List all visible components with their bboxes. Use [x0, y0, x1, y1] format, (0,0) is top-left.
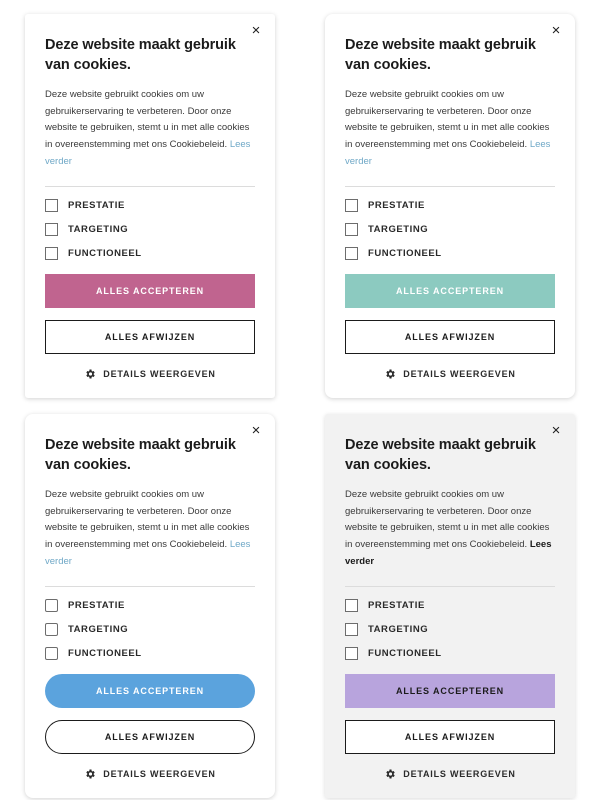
show-details-button[interactable]: [345, 368, 555, 380]
cookie-banner-teal: [325, 14, 575, 398]
variant-cell-1: [0, 0, 300, 400]
close-icon[interactable]: ×: [547, 22, 565, 40]
reject-all-button[interactable]: ALLES AFWIJZEN: [45, 320, 255, 354]
reject-all-button[interactable]: ALLES AFWIJZEN: [345, 720, 555, 754]
read-more-link[interactable]: Lees verder: [45, 539, 251, 567]
read-more-link[interactable]: Lees verder: [45, 139, 251, 167]
checkbox-prestatie[interactable]: [45, 599, 58, 612]
option-label-prestatie: PRESTATIE: [368, 200, 425, 212]
option-prestatie[interactable]: [45, 599, 255, 612]
checkbox-targeting[interactable]: [45, 623, 58, 636]
reject-all-button[interactable]: ALLES AFWIJZEN: [345, 320, 555, 354]
option-label-functioneel: FUNCTIONEEL: [368, 648, 442, 660]
accept-all-button[interactable]: ALLES ACCEPTEREN: [45, 274, 255, 308]
show-details-label: DETAILS WEERGEVEN: [103, 769, 216, 780]
banner-body-text: Deze website gebruikt cookies om uw gebruikerservaring te verbeteren. Door onze website te gebruiken, stemt u in met alle cookies in overeenstemming met ons Cookiebeleid.: [45, 89, 250, 150]
checkbox-prestatie[interactable]: [45, 199, 58, 212]
show-details-button[interactable]: [45, 768, 255, 780]
checkbox-functioneel[interactable]: [345, 247, 358, 260]
gear-icon: [84, 768, 96, 780]
option-label-targeting: TARGETING: [368, 224, 429, 236]
option-targeting[interactable]: [345, 623, 555, 636]
divider: [345, 186, 555, 187]
banner-title: Deze website maakt gebruik van cookies.: [345, 37, 536, 73]
option-label-functioneel: FUNCTIONEEL: [68, 648, 142, 660]
divider: [45, 586, 255, 587]
banner-title: Deze website maakt gebruik van cookies.: [345, 437, 536, 473]
accept-all-button[interactable]: ALLES ACCEPTEREN: [45, 674, 255, 708]
cookie-banner-purple: [325, 414, 575, 798]
banner-body-text: Deze website gebruikt cookies om uw gebruikerservaring te verbeteren. Door onze website te gebruiken, stemt u in met alle cookies in overeenstemming met ons Cookiebeleid.: [345, 89, 550, 150]
option-targeting[interactable]: [345, 223, 555, 236]
banner-body: [45, 487, 255, 570]
option-label-prestatie: PRESTATIE: [68, 200, 125, 212]
show-details-button[interactable]: [345, 768, 555, 780]
option-prestatie[interactable]: [345, 199, 555, 212]
banner-body: [345, 87, 555, 170]
read-more-link[interactable]: Lees verder: [345, 539, 552, 567]
read-more-link[interactable]: Lees verder: [345, 139, 551, 167]
option-label-targeting: TARGETING: [68, 624, 129, 636]
banner-body-text: Deze website gebruikt cookies om uw gebruikerservaring te verbeteren. Door onze website te gebruiken, stemt u in met alle cookies in overeenstemming met ons Cookiebeleid.: [45, 489, 250, 550]
accept-all-button[interactable]: ALLES ACCEPTEREN: [345, 274, 555, 308]
option-label-functioneel: FUNCTIONEEL: [368, 248, 442, 260]
gear-icon: [384, 368, 396, 380]
banner-body-text: Deze website gebruikt cookies om uw gebruikerservaring te verbeteren. Door onze website te gebruiken, stemt u in met alle cookies in overeenstemming met ons Cookiebeleid.: [345, 489, 550, 550]
variant-cell-3: [0, 400, 300, 800]
option-label-targeting: TARGETING: [68, 224, 129, 236]
variant-cell-2: [300, 0, 600, 400]
checkbox-prestatie[interactable]: [345, 199, 358, 212]
option-functioneel[interactable]: [345, 647, 555, 660]
option-prestatie[interactable]: [45, 199, 255, 212]
option-functioneel[interactable]: [45, 247, 255, 260]
gear-icon: [384, 768, 396, 780]
cookie-banner-blue: [25, 414, 275, 798]
banner-body: [345, 487, 555, 570]
reject-all-button[interactable]: ALLES AFWIJZEN: [45, 720, 255, 754]
checkbox-targeting[interactable]: [45, 223, 58, 236]
option-label-functioneel: FUNCTIONEEL: [68, 248, 142, 260]
option-functioneel[interactable]: [45, 647, 255, 660]
close-icon[interactable]: ×: [547, 422, 565, 440]
option-targeting[interactable]: [45, 623, 255, 636]
show-details-label: DETAILS WEERGEVEN: [403, 369, 516, 380]
checkbox-functioneel[interactable]: [345, 647, 358, 660]
variant-cell-4: [300, 400, 600, 800]
divider: [45, 186, 255, 187]
banner-title: Deze website maakt gebruik van cookies.: [45, 37, 236, 73]
banner-body: [45, 87, 255, 170]
close-icon[interactable]: ×: [247, 22, 265, 40]
show-details-button[interactable]: [45, 368, 255, 380]
accept-all-button[interactable]: ALLES ACCEPTEREN: [345, 674, 555, 708]
option-targeting[interactable]: [45, 223, 255, 236]
checkbox-functioneel[interactable]: [45, 247, 58, 260]
option-prestatie[interactable]: [345, 599, 555, 612]
option-label-prestatie: PRESTATIE: [368, 600, 425, 612]
cookie-banner-pink: [25, 14, 275, 398]
banner-title: Deze website maakt gebruik van cookies.: [45, 437, 236, 473]
checkbox-prestatie[interactable]: [345, 599, 358, 612]
option-functioneel[interactable]: [345, 247, 555, 260]
divider: [345, 586, 555, 587]
checkbox-targeting[interactable]: [345, 623, 358, 636]
show-details-label: DETAILS WEERGEVEN: [103, 369, 216, 380]
checkbox-functioneel[interactable]: [45, 647, 58, 660]
consent-options: [45, 599, 255, 660]
consent-options: [345, 599, 555, 660]
checkbox-targeting[interactable]: [345, 223, 358, 236]
option-label-prestatie: PRESTATIE: [68, 600, 125, 612]
consent-options: [345, 199, 555, 260]
consent-options: [45, 199, 255, 260]
option-label-targeting: TARGETING: [368, 624, 429, 636]
show-details-label: DETAILS WEERGEVEN: [403, 769, 516, 780]
gear-icon: [84, 368, 96, 380]
close-icon[interactable]: ×: [247, 422, 265, 440]
